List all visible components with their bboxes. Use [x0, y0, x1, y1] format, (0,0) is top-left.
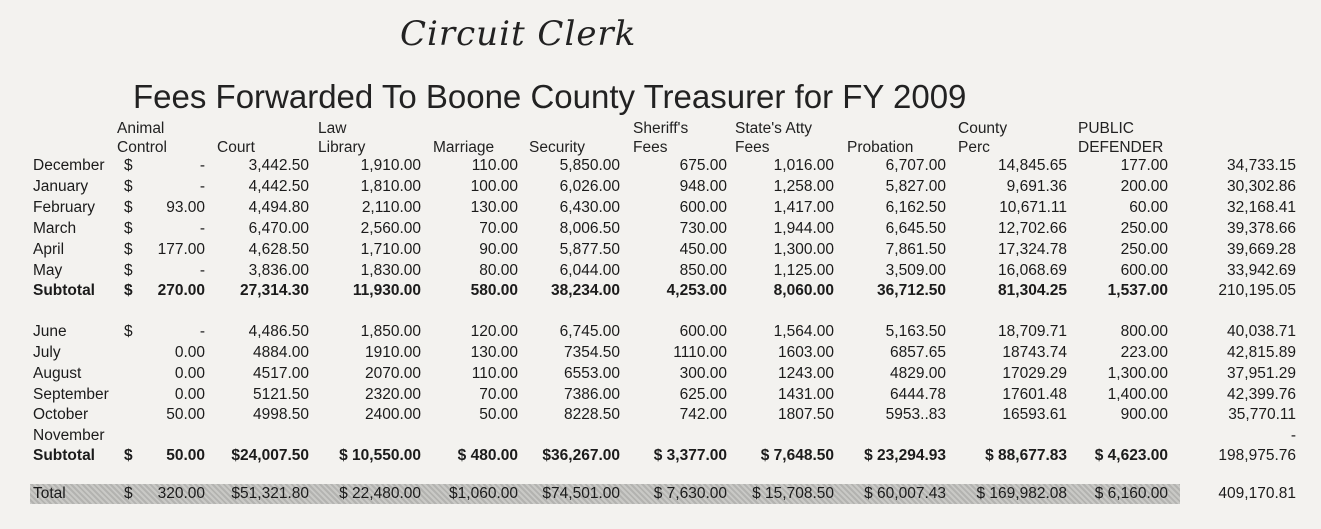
cell-county: 17029.29: [1002, 365, 1067, 382]
cell-security: 6,044.00: [559, 262, 620, 279]
cell-court: 4,442.50: [248, 178, 309, 195]
header-animal-control-line2: Control: [117, 139, 167, 156]
cell-county: $ 88,677.83: [985, 447, 1067, 464]
cell-marriage: 110.00: [471, 157, 518, 174]
row-label: Subtotal: [33, 447, 95, 464]
cell-defender: 177.00: [1120, 157, 1168, 174]
cell-security: 8,006.50: [559, 220, 620, 237]
cell-state: 1,564.00: [773, 323, 834, 340]
header-security: Security: [529, 139, 585, 156]
cell-security: 6,745.00: [559, 323, 620, 340]
cell-total: 409,170.81: [1218, 485, 1296, 502]
cell-defender: $ 4,623.00: [1094, 447, 1168, 464]
handwritten-note: Circuit Clerk: [400, 14, 637, 54]
cell-probation: 3,509.00: [885, 262, 946, 279]
cell-animal: 0.00: [174, 386, 205, 403]
cell-security: $74,501.00: [542, 485, 620, 502]
header-law-library-line1: Law: [318, 120, 347, 137]
subtotal-row: [0, 447, 1321, 467]
cell-court: 27,314.30: [240, 282, 309, 299]
cell-probation: $ 60,007.43: [864, 485, 946, 502]
table-row: [0, 406, 1321, 426]
table-row: [0, 323, 1321, 343]
cell-animal: 93.00: [166, 199, 205, 216]
cell-sheriff: $ 7,630.00: [653, 485, 727, 502]
cell-marriage: 50.00: [479, 406, 518, 423]
cell-security: 6,026.00: [559, 178, 620, 195]
cell-sheriff: $ 3,377.00: [653, 447, 727, 464]
cell-law: 2070.00: [364, 365, 421, 382]
row-label: October: [33, 406, 89, 423]
cell-probation: 5953..83: [885, 406, 946, 423]
cell-total: 37,951.29: [1227, 365, 1296, 382]
cell-state: 8,060.00: [773, 282, 834, 299]
cell-state: $ 7,648.50: [760, 447, 834, 464]
cell-state: $ 15,708.50: [752, 485, 834, 502]
cell-marriage: 580.00: [470, 282, 518, 299]
cell-law: 1,910.00: [360, 157, 421, 174]
table-row: [0, 241, 1321, 261]
cell-county: 10,671.11: [999, 199, 1067, 216]
header-court: Court: [217, 139, 255, 156]
header-public-defender-line2: DEFENDER: [1078, 139, 1164, 156]
cell-sheriff: 300.00: [679, 365, 727, 382]
cell-court: 4,494.80: [248, 199, 309, 216]
cell-probation: $ 23,294.93: [864, 447, 946, 464]
cell-total: -: [1290, 427, 1296, 444]
header-county-perc-line1: County: [958, 120, 1008, 137]
cell-probation: 6,707.00: [885, 157, 946, 174]
header-public-defender-line1: PUBLIC: [1078, 120, 1134, 137]
cell-marriage: 100.00: [470, 178, 518, 195]
cell-court: 5121.50: [252, 386, 309, 403]
cell-defender: 1,537.00: [1107, 282, 1168, 299]
cell-law: $ 10,550.00: [339, 447, 421, 464]
cell-sheriff: 850.00: [679, 262, 727, 279]
cell-total: 210,195.05: [1218, 282, 1296, 299]
cell-state: 1,417.00: [773, 199, 834, 216]
header-sheriffs-fees-line2: Fees: [633, 139, 668, 156]
cell-total: 35,770.11: [1228, 406, 1296, 423]
cell-law: 1,810.00: [360, 178, 421, 195]
cell-court: 4,628.50: [248, 241, 309, 258]
row-label: September: [33, 386, 109, 403]
cell-county: 16593.61: [1002, 406, 1067, 423]
cell-total: 39,669.28: [1227, 241, 1296, 258]
cell-defender: $ 6,160.00: [1094, 485, 1168, 502]
cell-county: 16,068.69: [998, 262, 1067, 279]
cell-county: 17,324.78: [998, 241, 1067, 258]
dollar-sign: $: [124, 157, 133, 174]
cell-marriage: 90.00: [479, 241, 518, 258]
cell-security: 7354.50: [563, 344, 620, 361]
cell-defender: 223.00: [1120, 344, 1168, 361]
header-states-atty-line1: State's Atty: [735, 120, 813, 137]
cell-marriage: 80.00: [479, 262, 518, 279]
dollar-sign: $: [124, 323, 133, 340]
cell-marriage: 70.00: [479, 220, 518, 237]
dollar-sign: $: [124, 447, 133, 464]
cell-animal: -: [199, 323, 205, 340]
header-animal-control-line1: Animal: [117, 120, 165, 137]
cell-security: 5,877.50: [559, 241, 620, 258]
cell-state: 1,944.00: [773, 220, 834, 237]
cell-animal: 320.00: [157, 485, 205, 502]
cell-law: 1,830.00: [360, 262, 421, 279]
cell-animal: -: [199, 220, 205, 237]
cell-defender: 200.00: [1120, 178, 1168, 195]
cell-defender: 800.00: [1120, 323, 1168, 340]
cell-law: $ 22,480.00: [339, 485, 421, 502]
cell-law: 2,110.00: [361, 199, 421, 216]
cell-security: 6553.00: [563, 365, 620, 382]
dollar-sign: $: [124, 485, 133, 502]
cell-probation: 4829.00: [889, 365, 946, 382]
cell-marriage: 130.00: [470, 199, 518, 216]
cell-total: 39,378.66: [1227, 220, 1296, 237]
cell-marriage: 110.00: [471, 365, 518, 382]
cell-court: 4884.00: [252, 344, 309, 361]
cell-defender: 900.00: [1120, 406, 1168, 423]
cell-total: 42,399.76: [1227, 386, 1296, 403]
header-sheriffs-fees-line1: Sheriff's: [633, 120, 689, 137]
cell-county: $ 169,982.08: [976, 485, 1067, 502]
cell-defender: 1,300.00: [1107, 365, 1168, 382]
cell-security: 38,234.00: [551, 282, 620, 299]
cell-sheriff: 948.00: [679, 178, 727, 195]
cell-sheriff: 600.00: [679, 323, 727, 340]
row-label: November: [33, 427, 105, 444]
table-row: [0, 199, 1321, 219]
cell-county: 81,304.25: [998, 282, 1067, 299]
cell-court: $24,007.50: [231, 447, 309, 464]
cell-court: 4517.00: [252, 365, 309, 382]
row-label: December: [33, 157, 105, 174]
header-law-library-line2: Library: [318, 139, 366, 156]
cell-defender: 250.00: [1120, 241, 1168, 258]
cell-county: 18743.74: [1002, 344, 1067, 361]
cell-law: 2320.00: [364, 386, 421, 403]
cell-court: 4,486.50: [248, 323, 309, 340]
table-row: [0, 262, 1321, 282]
cell-total: 42,815.89: [1227, 344, 1296, 361]
cell-animal: 177.00: [157, 241, 205, 258]
header-marriage: Marriage: [433, 139, 495, 156]
dollar-sign: $: [124, 220, 133, 237]
cell-defender: 60.00: [1129, 199, 1168, 216]
dollar-sign: $: [124, 282, 133, 299]
cell-total: 32,168.41: [1227, 199, 1296, 216]
cell-animal: 50.00: [166, 447, 205, 464]
total-row: [0, 485, 1321, 505]
header-states-atty-line2: Fees: [735, 139, 770, 156]
cell-defender: 1,400.00: [1107, 386, 1168, 403]
cell-state: 1431.00: [777, 386, 834, 403]
cell-court: 3,442.50: [248, 157, 309, 174]
cell-sheriff: 450.00: [679, 241, 727, 258]
cell-probation: 7,861.50: [885, 241, 946, 258]
header-probation: Probation: [847, 139, 914, 156]
cell-security: 7386.00: [563, 386, 620, 403]
cell-sheriff: 742.00: [679, 406, 727, 423]
cell-defender: 250.00: [1120, 220, 1168, 237]
cell-state: 1,016.00: [773, 157, 834, 174]
cell-county: 18,709.71: [998, 323, 1067, 340]
cell-probation: 5,827.00: [885, 178, 946, 195]
dollar-sign: $: [124, 241, 133, 258]
cell-probation: 5,163.50: [885, 323, 946, 340]
cell-security: 5,850.00: [559, 157, 620, 174]
cell-sheriff: 625.00: [679, 386, 727, 403]
cell-defender: 600.00: [1120, 262, 1168, 279]
dollar-sign: $: [124, 199, 133, 216]
dollar-sign: $: [124, 178, 133, 195]
dollar-sign: $: [124, 262, 133, 279]
cell-court: 3,836.00: [248, 262, 309, 279]
table-row: [0, 344, 1321, 364]
cell-sheriff: 730.00: [679, 220, 727, 237]
header-county-perc-line2: Perc: [958, 139, 990, 156]
row-label: February: [33, 199, 96, 216]
cell-state: 1,300.00: [773, 241, 834, 258]
cell-marriage: 130.00: [470, 344, 518, 361]
cell-sheriff: 4,253.00: [666, 282, 727, 299]
row-label: July: [33, 344, 61, 361]
table-row: [0, 386, 1321, 406]
cell-county: 9,691.36: [1006, 178, 1067, 195]
cell-law: 2400.00: [364, 406, 421, 423]
cell-law: 1,710.00: [360, 241, 421, 258]
cell-state: 1243.00: [777, 365, 834, 382]
cell-county: 14,845.65: [998, 157, 1067, 174]
cell-sheriff: 1110.00: [673, 344, 727, 361]
cell-marriage: $1,060.00: [449, 485, 518, 502]
cell-probation: 6,645.50: [885, 220, 946, 237]
cell-total: 30,302.86: [1227, 178, 1296, 195]
cell-state: 1807.50: [777, 406, 834, 423]
cell-probation: 6444.78: [889, 386, 946, 403]
row-label: January: [33, 178, 89, 195]
cell-state: 1603.00: [777, 344, 834, 361]
cell-animal: -: [199, 262, 205, 279]
cell-animal: 0.00: [174, 365, 205, 382]
row-label: June: [33, 323, 67, 340]
cell-court: 4998.50: [252, 406, 309, 423]
cell-sheriff: 675.00: [679, 157, 727, 174]
table-row: [0, 220, 1321, 240]
cell-animal: 270.00: [157, 282, 205, 299]
row-label: May: [33, 262, 63, 279]
table-row: [0, 178, 1321, 198]
cell-marriage: 70.00: [479, 386, 518, 403]
cell-animal: 0.00: [174, 344, 205, 361]
cell-sheriff: 600.00: [679, 199, 727, 216]
cell-law: 1,850.00: [360, 323, 421, 340]
cell-total: 40,038.71: [1227, 323, 1296, 340]
cell-law: 2,560.00: [360, 220, 421, 237]
page-title: Fees Forwarded To Boone County Treasurer for FY 2009: [133, 78, 967, 115]
cell-probation: 6,162.50: [885, 199, 946, 216]
cell-security: $36,267.00: [542, 447, 620, 464]
table-row: [0, 157, 1321, 177]
row-label: August: [33, 365, 82, 382]
cell-court: 6,470.00: [248, 220, 309, 237]
cell-state: 1,258.00: [773, 178, 834, 195]
cell-court: $51,321.80: [231, 485, 309, 502]
cell-county: 17601.48: [1002, 386, 1067, 403]
cell-total: 198,975.76: [1218, 447, 1296, 464]
cell-animal: 50.00: [166, 406, 205, 423]
cell-animal: -: [199, 178, 205, 195]
cell-marriage: 120.00: [470, 323, 518, 340]
cell-law: 11,930.00: [352, 282, 421, 299]
subtotal-row: [0, 282, 1321, 302]
cell-marriage: $ 480.00: [457, 447, 518, 464]
table-row: [0, 365, 1321, 385]
cell-probation: 36,712.50: [877, 282, 946, 299]
cell-county: 12,702.66: [998, 220, 1067, 237]
row-label: Total: [33, 485, 66, 502]
table-row: [0, 427, 1321, 447]
cell-total: 33,942.69: [1227, 262, 1296, 279]
row-label: April: [33, 241, 65, 258]
cell-security: 6,430.00: [559, 199, 620, 216]
cell-total: 34,733.15: [1227, 157, 1296, 174]
cell-law: 1910.00: [364, 344, 421, 361]
cell-security: 8228.50: [563, 406, 620, 423]
cell-state: 1,125.00: [773, 262, 834, 279]
row-label: Subtotal: [33, 282, 95, 299]
row-label: March: [33, 220, 77, 237]
cell-probation: 6857.65: [889, 344, 946, 361]
cell-animal: -: [199, 157, 205, 174]
